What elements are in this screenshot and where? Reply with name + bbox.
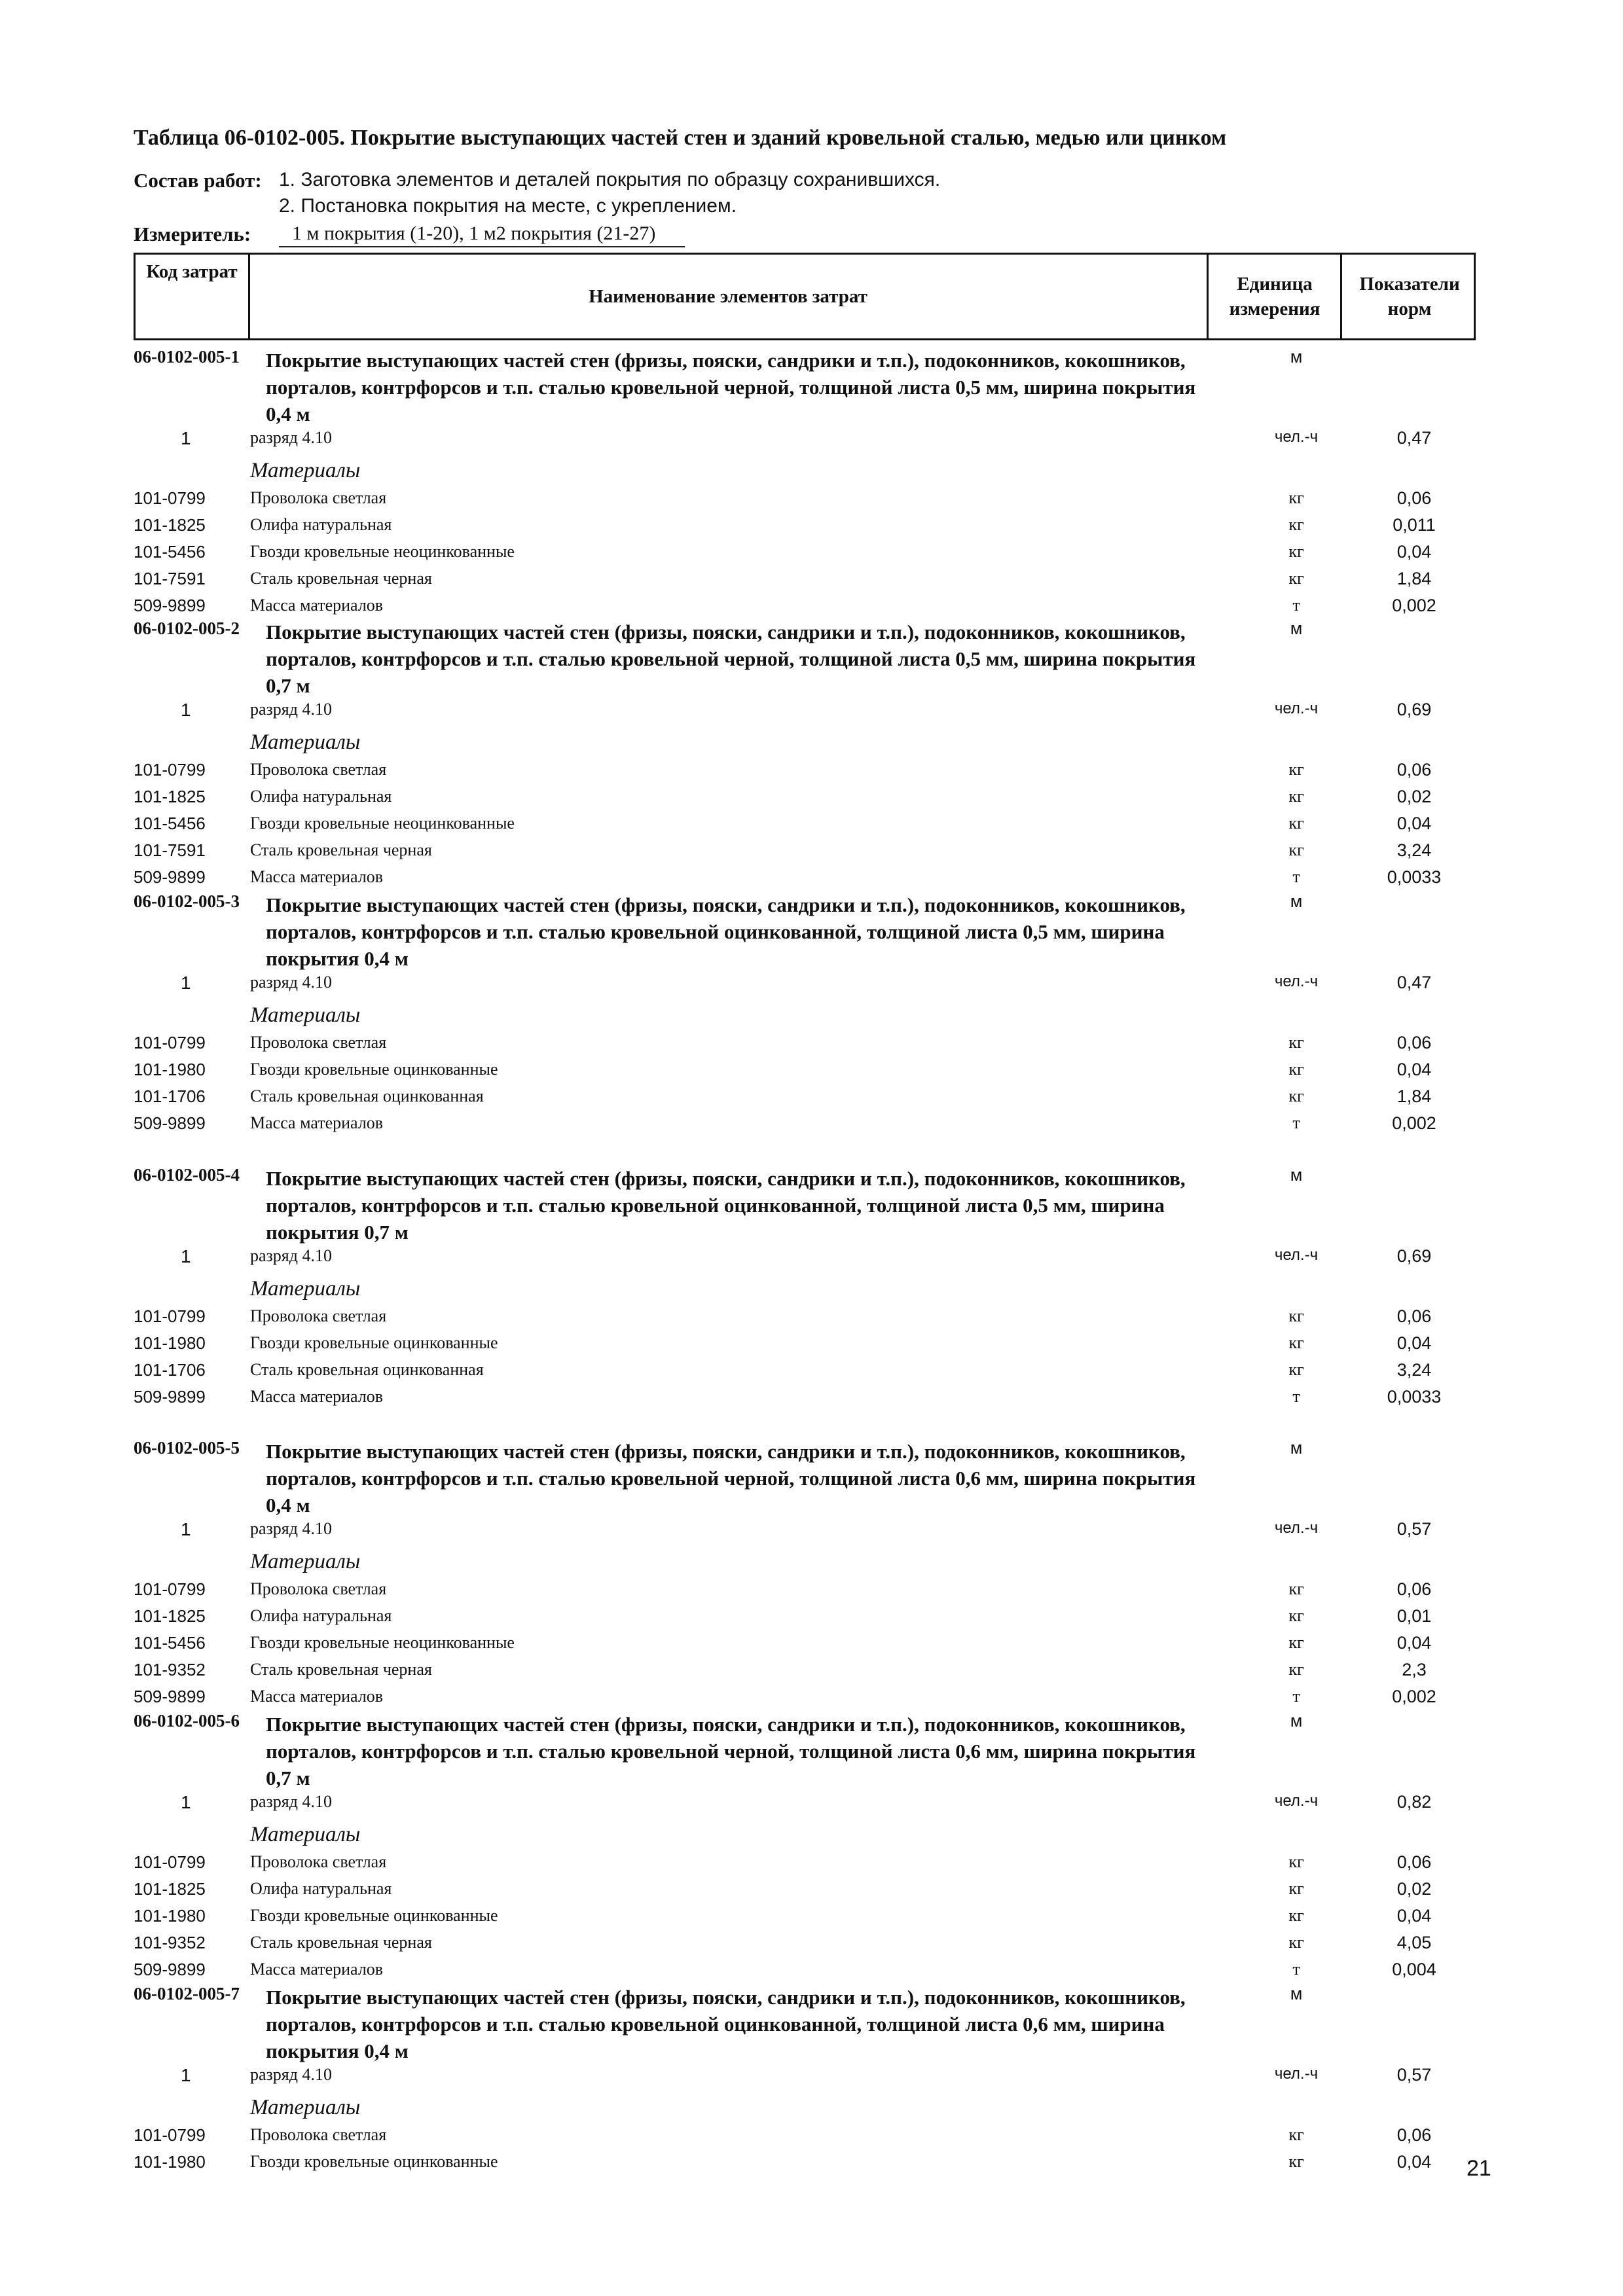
row-name: Олифа натуральная <box>250 515 392 534</box>
row-name: разряд 4.10 <box>250 2065 332 2084</box>
row-norm: 1,84 <box>1396 1086 1432 1106</box>
row-code: 101-1980 <box>134 1906 206 1926</box>
row-unit: кг <box>1288 1852 1304 1871</box>
row-code: 101-1980 <box>134 1060 206 1079</box>
row-norm: 0,69 <box>1396 1246 1432 1266</box>
row-name: Материалы <box>250 459 361 482</box>
row-name: разряд 4.10 <box>250 973 332 992</box>
row-code: 06-0102-005-2 <box>134 619 240 638</box>
row-name: Покрытие выступающих частей стен (фризы, пояски, сандрики и т.п.), подоконников, кокошников, порталов, контрфорсов и т.п. сталью кровельной черной, толщиной листа 0,5 мм, ширина покрытия 0,4 м <box>266 349 1196 425</box>
row-code: 509-9899 <box>134 1387 206 1407</box>
row-unit: кг <box>1288 1579 1304 1598</box>
row-norm: 0,06 <box>1396 488 1432 508</box>
row-unit: кг <box>1288 1660 1304 1679</box>
row-unit: т <box>1292 1387 1300 1406</box>
row-name: Покрытие выступающих частей стен (фризы, пояски, сандрики и т.п.), подоконников, кокошников, порталов, контрфорсов и т.п. сталью кровельной оцинкованной, толщиной листа 0,5 мм, ширина покрытия 0,7 м <box>266 1167 1186 1244</box>
row-name: Материалы <box>250 2096 361 2119</box>
row-name: разряд 4.10 <box>250 1246 332 1265</box>
row-norm: 0,04 <box>1396 542 1432 562</box>
row-code: 101-0799 <box>134 1852 206 1872</box>
row-code: 06-0102-005-7 <box>134 1984 240 2003</box>
row-code: 101-1980 <box>134 2152 206 2172</box>
page-number: 21 <box>1467 2156 1491 2181</box>
row-name: Материалы <box>250 730 361 754</box>
row-norm: 0,06 <box>1396 760 1432 780</box>
row-code: 101-0799 <box>134 760 206 780</box>
row-norm: 0,57 <box>1396 2065 1432 2085</box>
row-code: 1 <box>181 973 191 993</box>
row-norm: 0,002 <box>1392 1687 1436 1706</box>
row-name: Олифа натуральная <box>250 1606 392 1625</box>
row-name: Проволока светлая <box>250 2125 387 2144</box>
row-unit: чел.-ч <box>1274 700 1319 717</box>
row-name: Проволока светлая <box>250 760 387 779</box>
row-name: разряд 4.10 <box>250 1792 332 1811</box>
row-unit: кг <box>1288 1033 1304 1052</box>
row-unit: кг <box>1288 1360 1304 1379</box>
row-unit: чел.-ч <box>1274 1519 1319 1537</box>
row-unit: кг <box>1288 840 1304 859</box>
header-divider <box>1340 255 1342 338</box>
row-code: 101-1825 <box>134 787 206 806</box>
row-unit: чел.-ч <box>1274 428 1319 446</box>
row-name: Гвозди кровельные оцинкованные <box>250 2152 498 2171</box>
row-name: разряд 4.10 <box>250 700 332 719</box>
row-norm: 0,04 <box>1396 2152 1432 2172</box>
row-norm: 2,3 <box>1402 1660 1427 1679</box>
row-name: Сталь кровельная черная <box>250 1933 432 1952</box>
row-unit: кг <box>1288 1879 1304 1898</box>
row-name: Сталь кровельная черная <box>250 840 432 859</box>
row-code: 1 <box>181 1519 191 1539</box>
row-norm: 0,002 <box>1392 596 1436 615</box>
row-name: Сталь кровельная оцинкованная <box>250 1360 484 1379</box>
row-unit: кг <box>1288 488 1304 507</box>
row-name: Материалы <box>250 1823 361 1846</box>
row-code: 06-0102-005-1 <box>134 347 240 367</box>
row-unit: кг <box>1288 1086 1304 1105</box>
row-code: 101-0799 <box>134 1306 206 1326</box>
row-code: 509-9899 <box>134 1687 206 1706</box>
row-unit: м <box>1290 1711 1303 1731</box>
row-code: 101-1706 <box>134 1086 206 1106</box>
row-code: 101-5456 <box>134 1633 206 1653</box>
table-title: Таблица 06-0102-005. Покрытие выступающих частей стен и зданий кровельной сталью, медью или цинком <box>134 126 1227 150</box>
row-unit: чел.-ч <box>1274 2065 1319 2083</box>
row-norm: 0,04 <box>1396 814 1432 833</box>
measurer-label: Измеритель: <box>134 223 251 245</box>
row-unit: кг <box>1288 1906 1304 1925</box>
row-unit: кг <box>1288 569 1304 588</box>
row-norm: 0,06 <box>1396 1579 1432 1599</box>
row-name: Олифа натуральная <box>250 1879 392 1898</box>
row-unit: т <box>1292 1687 1300 1706</box>
row-unit: чел.-ч <box>1274 1792 1319 1810</box>
row-unit: кг <box>1288 814 1304 833</box>
row-unit: м <box>1290 1165 1303 1185</box>
row-code: 101-0799 <box>134 2125 206 2145</box>
composition-line-1: 1. Заготовка элементов и деталей покрытия по образцу сохранившихся. <box>279 169 941 190</box>
row-norm: 0,02 <box>1396 1879 1432 1899</box>
row-code: 06-0102-005-5 <box>134 1438 240 1458</box>
row-code: 1 <box>181 1792 191 1812</box>
row-name: Проволока светлая <box>250 1033 387 1052</box>
row-unit: т <box>1292 596 1300 615</box>
row-code: 101-5456 <box>134 542 206 562</box>
row-unit: кг <box>1288 542 1304 561</box>
row-code: 101-0799 <box>134 1579 206 1599</box>
row-unit: м <box>1290 1438 1303 1458</box>
row-unit: кг <box>1288 2152 1304 2171</box>
row-code: 101-9352 <box>134 1933 206 1952</box>
row-unit: м <box>1290 619 1303 638</box>
row-norm: 0,57 <box>1396 1519 1432 1539</box>
row-norm: 0,01 <box>1396 1606 1432 1626</box>
row-name: Гвозди кровельные неоцинкованные <box>250 542 515 561</box>
row-unit: м <box>1290 347 1303 367</box>
row-norm: 0,0033 <box>1387 1387 1442 1407</box>
row-name: Масса материалов <box>250 867 384 886</box>
row-code: 509-9899 <box>134 1113 206 1133</box>
row-unit: кг <box>1288 515 1304 534</box>
row-name: Проволока светлая <box>250 1306 387 1325</box>
row-name: Масса материалов <box>250 596 384 615</box>
row-code: 06-0102-005-4 <box>134 1165 240 1185</box>
row-name: Гвозди кровельные оцинкованные <box>250 1060 498 1079</box>
row-norm: 0,06 <box>1396 2125 1432 2145</box>
header-unit: Единица измерения <box>1229 274 1321 319</box>
row-norm: 0,82 <box>1396 1792 1432 1812</box>
row-name: Покрытие выступающих частей стен (фризы, пояски, сандрики и т.п.), подоконников, кокошников, порталов, контрфорсов и т.п. сталью кровельной черной, толщиной листа 0,6 мм, ширина покрытия 0,4 м <box>266 1440 1196 1516</box>
header-divider <box>1207 255 1209 338</box>
row-name: Материалы <box>250 1550 361 1573</box>
row-code: 509-9899 <box>134 1960 206 1979</box>
row-code: 1 <box>181 1246 191 1266</box>
row-norm: 0,0033 <box>1387 867 1442 887</box>
row-norm: 3,24 <box>1396 840 1432 860</box>
row-norm: 4,05 <box>1396 1933 1432 1952</box>
row-unit: кг <box>1288 2125 1304 2144</box>
row-unit: кг <box>1288 1933 1304 1952</box>
row-norm: 0,47 <box>1396 428 1432 448</box>
row-norm: 0,011 <box>1393 515 1436 535</box>
row-name: Материалы <box>250 1277 361 1300</box>
row-name: Гвозди кровельные оцинкованные <box>250 1333 498 1352</box>
row-code: 1 <box>181 700 191 720</box>
row-code: 101-0799 <box>134 488 206 508</box>
row-norm: 0,47 <box>1396 973 1432 992</box>
row-name: Проволока светлая <box>250 488 387 507</box>
row-norm: 0,02 <box>1396 787 1432 806</box>
row-unit: кг <box>1288 1606 1304 1625</box>
row-name: Покрытие выступающих частей стен (фризы, пояски, сандрики и т.п.), подоконников, кокошников, порталов, контрфорсов и т.п. сталью кровельной оцинкованной, толщиной листа 0,6 мм, ширина покрытия 0,4 м <box>266 1986 1186 2062</box>
row-name: Покрытие выступающих частей стен (фризы, пояски, сандрики и т.п.), подоконников, кокошников, порталов, контрфорсов и т.п. сталью кровельной черной, толщиной листа 0,5 мм, ширина покрытия 0,7 м <box>266 620 1196 697</box>
row-unit: кг <box>1288 1633 1304 1652</box>
row-code: 1 <box>181 2065 191 2085</box>
row-code: 101-1825 <box>134 515 206 535</box>
row-name: Олифа натуральная <box>250 787 392 806</box>
row-unit: м <box>1290 891 1303 911</box>
row-name: Проволока светлая <box>250 1579 387 1598</box>
row-name: Материалы <box>250 1003 361 1027</box>
row-name: Покрытие выступающих частей стен (фризы, пояски, сандрики и т.п.), подоконников, кокошников, порталов, контрфорсов и т.п. сталью кровельной оцинкованной, толщиной листа 0,5 мм, ширина покрытия 0,4 м <box>266 893 1186 970</box>
row-norm: 0,06 <box>1396 1306 1432 1326</box>
row-norm: 0,04 <box>1396 1060 1432 1079</box>
row-code: 06-0102-005-6 <box>134 1711 240 1731</box>
header-norms: Показатели норм <box>1359 274 1460 319</box>
row-norm: 0,04 <box>1396 1906 1432 1926</box>
row-unit: кг <box>1288 1306 1304 1325</box>
measurer-value: 1 м покрытия (1-20), 1 м2 покрытия (21-27) <box>292 223 656 244</box>
row-norm: 0,002 <box>1392 1113 1436 1133</box>
row-unit: т <box>1292 1113 1300 1132</box>
row-norm: 1,84 <box>1396 569 1432 588</box>
row-name: разряд 4.10 <box>250 1519 332 1538</box>
row-name: Сталь кровельная оцинкованная <box>250 1086 484 1105</box>
row-name: Проволока светлая <box>250 1852 387 1871</box>
row-unit: м <box>1290 1984 1303 2003</box>
row-norm: 0,04 <box>1396 1333 1432 1353</box>
row-name: Гвозди кровельные оцинкованные <box>250 1906 498 1925</box>
header-name: Наименование элементов затрат <box>589 286 867 307</box>
row-code: 509-9899 <box>134 867 206 887</box>
row-norm: 0,04 <box>1396 1633 1432 1653</box>
row-code: 101-7591 <box>134 840 206 860</box>
row-code: 06-0102-005-3 <box>134 891 240 911</box>
header-code: Код затрат <box>146 261 238 282</box>
row-norm: 0,06 <box>1396 1033 1432 1052</box>
row-name: Гвозди кровельные неоцинкованные <box>250 1633 515 1652</box>
row-name: Сталь кровельная черная <box>250 569 432 588</box>
row-code: 101-1980 <box>134 1333 206 1353</box>
composition-line-2: 2. Постановка покрытия на месте, с укреплением. <box>279 195 737 217</box>
row-code: 1 <box>181 428 191 448</box>
row-name: Масса материалов <box>250 1113 384 1132</box>
table-header <box>134 253 1476 340</box>
row-unit: т <box>1292 1960 1300 1979</box>
row-unit: кг <box>1288 787 1304 806</box>
row-code: 101-1825 <box>134 1879 206 1899</box>
row-code: 101-5456 <box>134 814 206 833</box>
row-name: разряд 4.10 <box>250 428 332 447</box>
row-name: Покрытие выступающих частей стен (фризы, пояски, сандрики и т.п.), подоконников, кокошников, порталов, контрфорсов и т.п. сталью кровельной черной, толщиной листа 0,6 мм, ширина покрытия 0,7 м <box>266 1713 1196 1789</box>
row-norm: 0,004 <box>1392 1960 1436 1979</box>
row-name: Масса материалов <box>250 1960 384 1979</box>
row-code: 101-0799 <box>134 1033 206 1052</box>
row-unit: т <box>1292 867 1300 886</box>
row-name: Сталь кровельная черная <box>250 1660 432 1679</box>
row-code: 101-9352 <box>134 1660 206 1679</box>
row-unit: кг <box>1288 760 1304 779</box>
row-name: Гвозди кровельные неоцинкованные <box>250 814 515 833</box>
row-norm: 0,06 <box>1396 1852 1432 1872</box>
measurer-underline <box>279 246 685 247</box>
row-unit: чел.-ч <box>1274 1246 1319 1264</box>
row-code: 101-7591 <box>134 569 206 588</box>
composition-label: Состав работ: <box>134 169 262 192</box>
row-norm: 0,69 <box>1396 700 1432 719</box>
row-code: 101-1706 <box>134 1360 206 1380</box>
row-unit: кг <box>1288 1060 1304 1079</box>
row-code: 509-9899 <box>134 596 206 615</box>
row-name: Масса материалов <box>250 1687 384 1706</box>
row-unit: кг <box>1288 1333 1304 1352</box>
row-unit: чел.-ч <box>1274 973 1319 990</box>
row-norm: 3,24 <box>1396 1360 1432 1380</box>
row-code: 101-1825 <box>134 1606 206 1626</box>
row-name: Масса материалов <box>250 1387 384 1406</box>
